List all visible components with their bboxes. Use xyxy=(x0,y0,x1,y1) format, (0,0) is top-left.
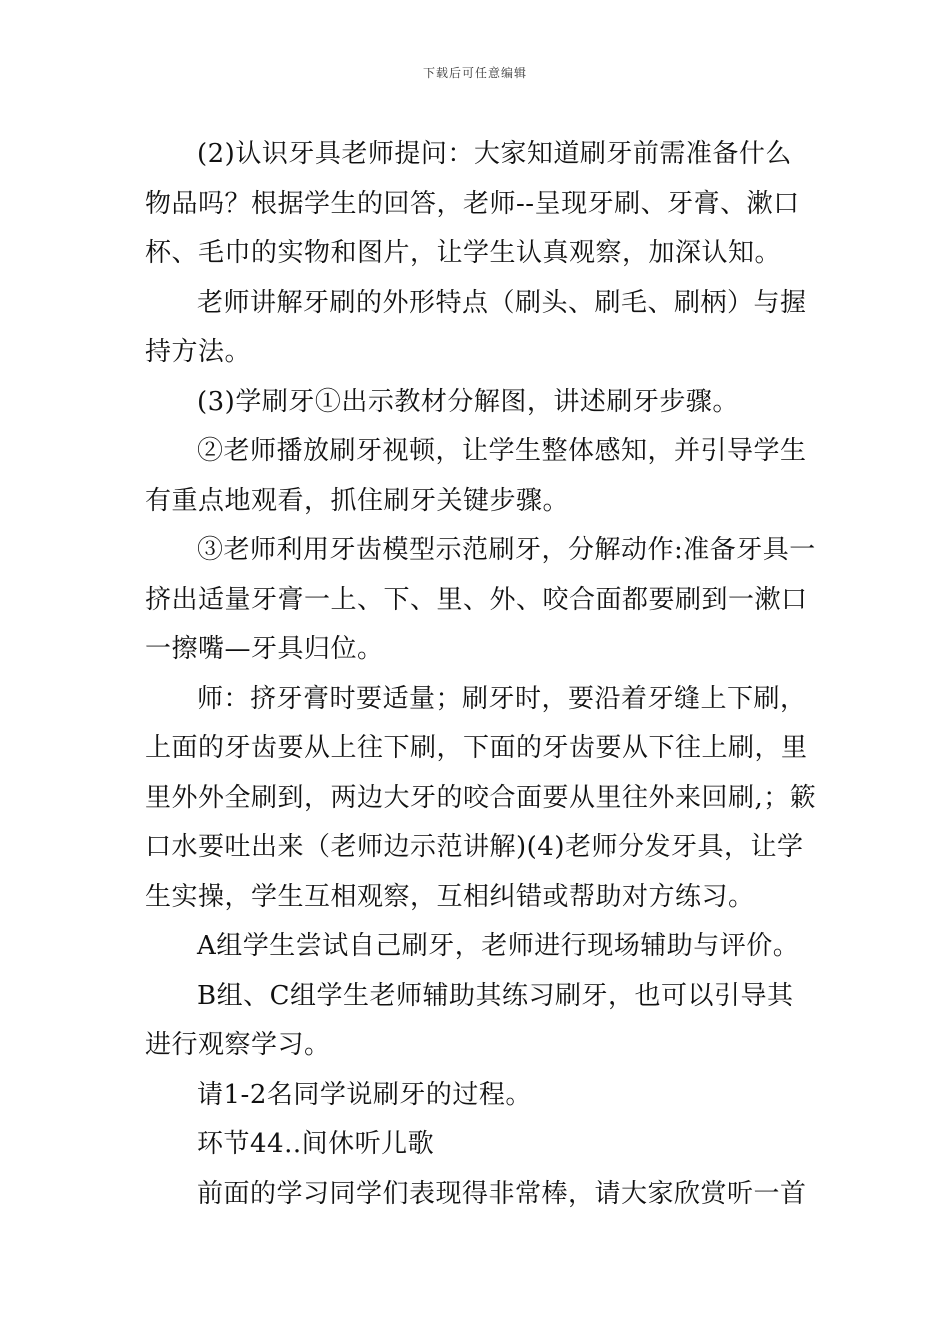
paragraph: 前面的学习同学们表现得非常棒，请大家欣赏听一首 xyxy=(197,1178,807,1209)
document-body xyxy=(145,130,817,1219)
paragraph: (3)学刷牙①出示教材分解图，讲述刷牙步骤。 xyxy=(197,386,739,417)
paragraph: 环节44..间休听儿歌 xyxy=(197,1129,435,1159)
paragraph: ③老师利用牙齿模型示范刷牙，分解动作:准备牙具一挤出适量牙膏一上、下、里、外、咬合面都要刷到一漱口一擦嘴—牙具归位。 xyxy=(145,535,816,664)
paragraph: 老师讲解牙刷的外形特点（刷头、刷毛、刷柄）与握持方法。 xyxy=(145,287,807,367)
paragraph: 师：挤牙膏时要适量；刷牙时，要沿着牙缝上下刷，上面的牙齿要从上往下刷，下面的牙齿要从下往上刷，里里外外全刷到，两边大牙的咬合面要从里往外来回刷,；簌口水要吐出来（老师边示范讲解)(4)老师分发牙具，让学生实操，学生互相观察，互相纠错或帮助对方练习。 xyxy=(145,683,817,912)
header-note: 下载后可任意编辑 xyxy=(422,66,527,80)
paragraph: A组学生尝试自己刷牙，老师进行现场辅助与评价。 xyxy=(197,931,800,961)
paragraph: 请1-2名同学说刷牙的过程。 xyxy=(197,1079,532,1110)
paragraph: B组、C组学生老师辅助其练习刷牙，也可以引导其进行观察学习。 xyxy=(145,980,794,1060)
paragraph: ②老师播放刷牙视顿，让学生整体感知，并引导学生有重点地观看，抓住刷牙关键步骤。 xyxy=(145,436,807,516)
paragraph: (2)认识牙具老师提问：大家知道刷牙前需准备什么物品吗？根据学生的回答，老师--呈现牙刷、牙膏、漱口杯、毛巾的实物和图片，让学生认真观察，加深认知。 xyxy=(145,139,800,268)
